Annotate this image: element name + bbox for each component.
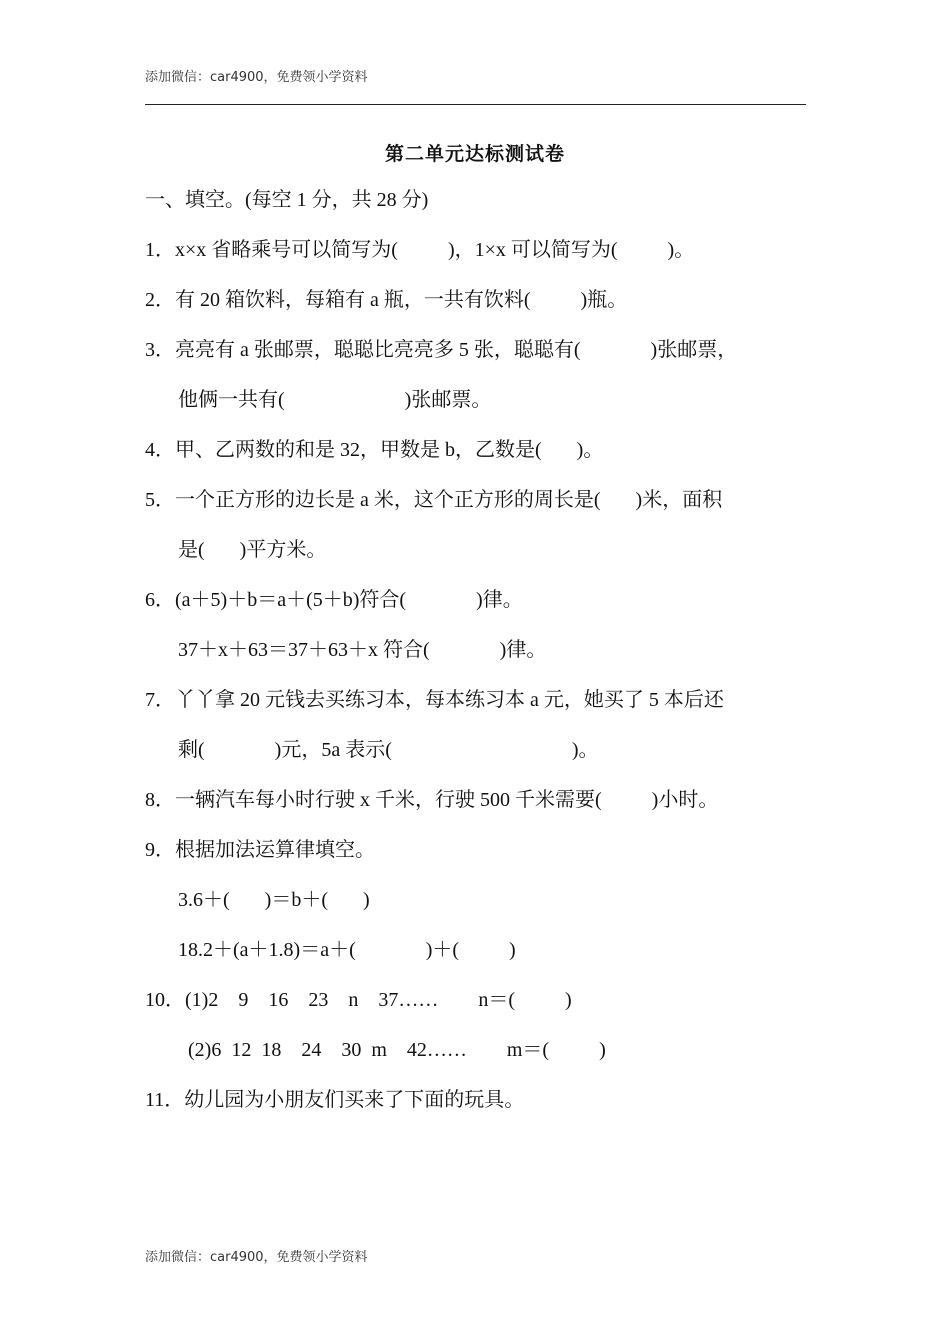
- question-6: 6．(a＋5)＋b＝a＋(5＋b)符合( )律。: [145, 589, 523, 611]
- page-title: 第二单元达标测试卷: [384, 143, 565, 165]
- question-2: 2．有 20 箱饮料，每箱有 a 瓶，一共有饮料( )瓶。: [145, 289, 628, 311]
- question-3: 3．亮亮有 a 张邮票，聪聪比亮亮多 5 张，聪聪有( )张邮票，: [145, 339, 738, 361]
- question-5: 5．一个正方形的边长是 a 米，这个正方形的周长是( )米，面积: [145, 489, 723, 511]
- question-9-line-1: 3.6＋( )＝b＋( ): [178, 889, 370, 911]
- question-4: 4．甲、乙两数的和是 32，甲数是 b，乙数是( )。: [145, 439, 604, 461]
- header-note: 添加微信：car4900，免费领小学资料: [145, 70, 368, 85]
- question-10: 10．(1)2 9 16 23 n 37…… n＝( ): [145, 989, 572, 1011]
- question-1: 1．x×x 省略乘号可以简写为( )，1×x 可以简写为( )。: [145, 239, 695, 261]
- question-7: 7．丫丫拿 20 元钱去买练习本，每本练习本 a 元，她买了 5 本后还: [145, 689, 724, 711]
- question-8: 8．一辆汽车每小时行驶 x 千米，行驶 500 千米需要( )小时。: [145, 789, 719, 811]
- question-7-cont: 剩( )元，5a 表示( )。: [178, 739, 599, 761]
- question-10-part-2: (2)6 12 18 24 30 m 42…… m＝( ): [188, 1039, 606, 1061]
- question-11: 11．幼儿园为小朋友们买来了下面的玩具。: [145, 1089, 525, 1111]
- question-9: 9．根据加法运算律填空。: [145, 839, 375, 861]
- footer-note: 添加微信：car4900，免费领小学资料: [145, 1250, 368, 1265]
- section-heading: 一、填空。(每空 1 分，共 28 分): [145, 189, 429, 211]
- question-6-cont: 37＋x＋63＝37＋63＋x 符合( )律。: [178, 639, 547, 661]
- header-divider: [145, 104, 806, 105]
- question-9-line-2: 18.2＋(a＋1.8)＝a＋( )＋( ): [178, 939, 516, 961]
- question-3-cont: 他俩一共有( )张邮票。: [178, 389, 492, 411]
- question-5-cont: 是( )平方米。: [178, 539, 327, 561]
